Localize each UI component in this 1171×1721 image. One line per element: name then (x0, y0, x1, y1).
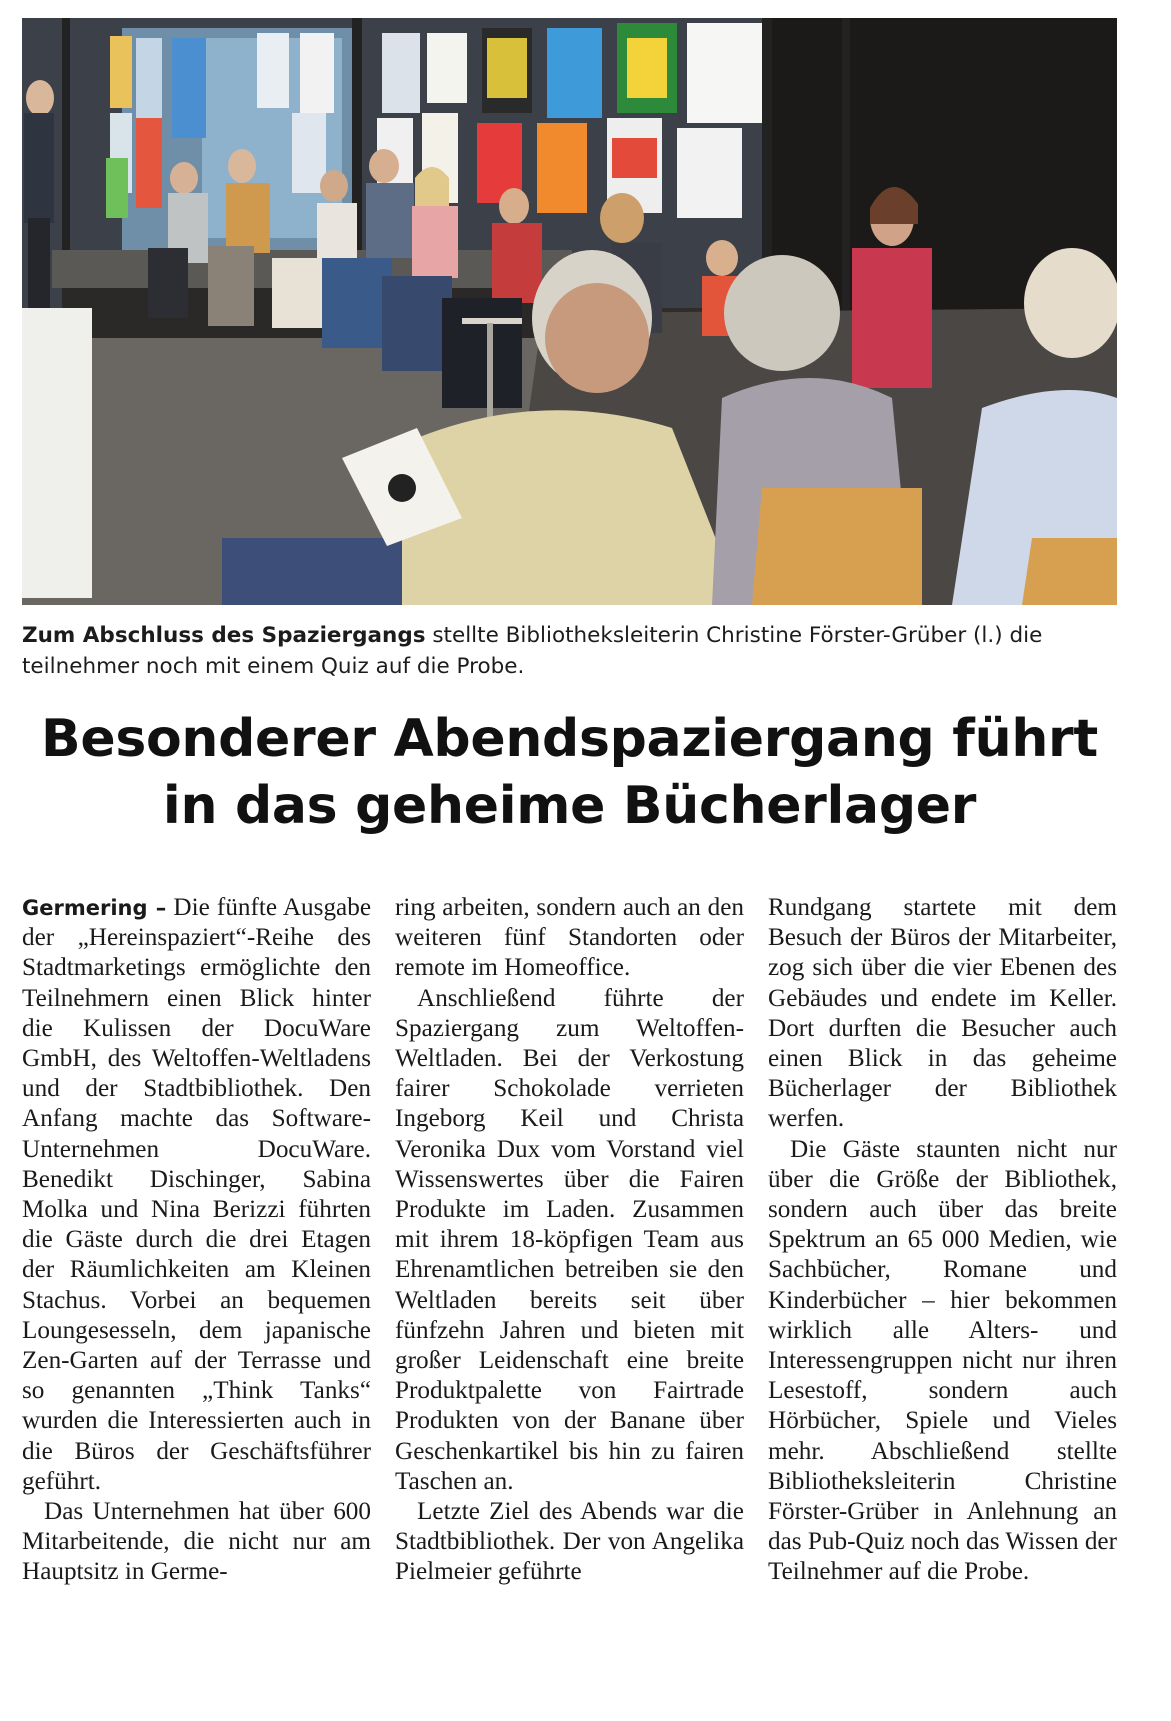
headline-line-1: Besonderer Abendspaziergang führt (41, 709, 1098, 769)
paragraph: Rundgang startete mit dem Besuch der Büros der Mitarbeiter, zog sich über die vier Ebenen des Gebäudes und endete im Keller. Dort durften die Besucher auch einen Blick in das geheime Bücherlager der Bibliothek werfen. (768, 894, 1117, 1133)
article-body (22, 893, 1117, 1588)
photo-caption (22, 620, 1117, 682)
headline-line-2: in das geheime Bücherlager (162, 776, 977, 836)
photo-illustration (22, 18, 1117, 605)
paragraph: Die Gäste staunten nicht nur über die Größe der Bibliothek, sondern auch über das breite Spektrum an 65 000 Medien, wie Sachbücher, Romane und Kinderbücher – hier bekommen wirklich alle Alters- und Interessengruppen nicht nur ihren Lesestoff, sondern auch Hörbücher, Spiele und Vieles mehr. Abschließend stellte Bibliotheksleiterin Christine Förster-Grüber in Anlehnung an das Pub-Quiz noch das Wissen der Teilnehmer auf die Probe. (768, 1135, 1117, 1586)
paragraph: ring arbeiten, sondern auch an den weiteren fünf Standorten oder remote im Homeoffice. (395, 894, 744, 982)
paragraph: Letzte Ziel des Abends war die Stadtbibliothek. Der von Angelika Pielmeier geführte (395, 1498, 744, 1586)
paragraph-text: Die fünfte Ausgabe der „Hereinspaziert“-Reihe des Stadtmarketings ermöglichte den Teilnehmern einen Blick hinter die Kulissen der DocuWare GmbH, des Weltoffen-Weltladens und der Stadtbibliothek. Den Anfang machte das Software-Unternehmen DocuWare. Benedikt Dischinger, Sabina Molka und Nina Berizzi führten die Gäste durch die drei Etagen der Räumlichkeiten am Kleinen Stachus. Vorbei an bequemen Loungesesseln, dem japanische Zen-Garten auf der Terrasse und so genannten „Think Tanks“ wurden die Interessierten auch in die Büros der Geschäftsführer geführt. (22, 894, 372, 1495)
article-column-2 (395, 893, 744, 1588)
paragraph: Das Unternehmen hat über 600 Mitarbeitende, die nicht nur am Hauptsitz in Germe- (22, 1498, 371, 1586)
article-column-3 (768, 893, 1117, 1588)
headline (22, 706, 1117, 840)
caption-lead: Zum Abschluss des Spaziergangs (22, 623, 426, 648)
caption-text: stellte Bibliotheksleiterin Christine Förster-Grüber (l.) die teilnehmer noch mit einem Quiz auf die Probe. (22, 623, 1043, 679)
article-column-1 (22, 893, 371, 1588)
paragraph (22, 893, 371, 1497)
article-photo (22, 18, 1117, 605)
paragraph: Anschließend führte der Spaziergang zum Weltoffen-Weltladen. Bei der Verkostung fairer Schokolade verrieten Ingeborg Keil und Christa Veronika Dux vom Vorstand viel Wissenswertes über die Fairen Produkte im Laden. Zusammen mit ihrem 18-köpfigen Team aus Ehrenamtlichen betreiben sie den Weltladen bereits seit über fünfzehn Jahren und bieten mit großer Leidenschaft eine breite Produktpalette von Fairtrade Produkten von der Banane über Geschenkartikel bis hin zu fairen Taschen an. (395, 984, 744, 1495)
dateline: Germering – (22, 896, 167, 920)
